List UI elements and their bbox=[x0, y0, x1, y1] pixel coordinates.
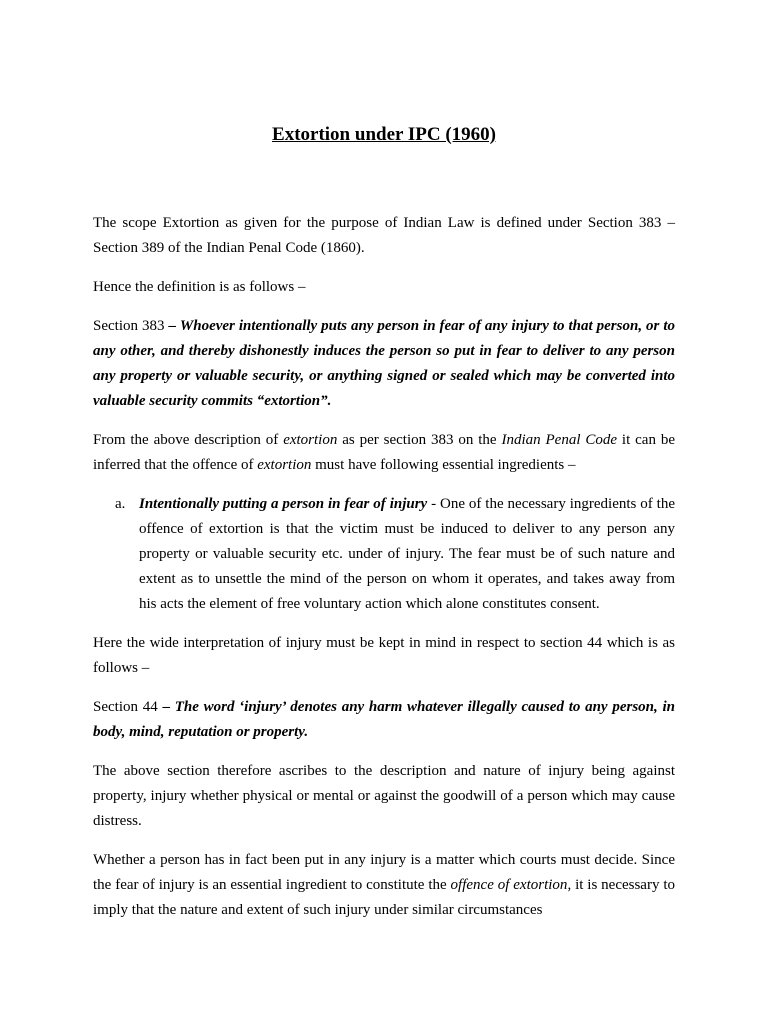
section-44-paragraph bbox=[93, 695, 675, 745]
courts-term-offence: offence of extortion bbox=[450, 877, 568, 893]
section-383-label: Section 383 bbox=[93, 318, 169, 334]
document-title: Extortion under IPC (1960) bbox=[272, 124, 496, 145]
section-44-intro-paragraph: Here the wide interpretation of injury must be kept in mind in respect to section 44 which is as follows – bbox=[93, 635, 675, 676]
ingredients-text-3: it can be inferred that the offence of bbox=[93, 432, 675, 473]
injury-scope-paragraph: The above section therefore ascribes to the description and nature of injury being against property, injury whether physical or mental or against the goodwill of a person which may cause distress. bbox=[93, 763, 675, 829]
ingredients-text-1: From the above description of bbox=[93, 432, 284, 448]
ingredients-term-extortion: extortion bbox=[283, 432, 338, 448]
courts-text-1: Whether a person has in fact been put in any injury is a matter which courts must decide. Since the fear of injury is an essential ingredient to constitute the bbox=[93, 852, 675, 893]
ingredients-term-extortion-2: extortion bbox=[257, 457, 312, 473]
list-item-text: - One of the necessary ingredients of the offence of extortion is that the victim must be induced to deliver to any person any property or valuable security etc. under of injury. The fear must be of such nature and extent as to unsettle the mind of the person on whom it operates, and takes away from his acts the element of free voluntary action which alone constitutes consent. bbox=[139, 496, 676, 612]
section-44-label: Section 44 bbox=[93, 699, 163, 715]
ingredients-paragraph bbox=[93, 428, 675, 478]
ingredients-term-ipc: Indian Penal Code bbox=[501, 432, 618, 448]
section-44-text: The word ‘injury’ denotes any harm whatever illegally caused to any person, in body, mind, reputation or property. bbox=[93, 699, 675, 740]
definition-lead-paragraph: Hence the definition is as follows – bbox=[93, 279, 306, 295]
courts-text-2: , it is necessary to imply that the nature and extent of such injury under similar circumstances bbox=[93, 877, 675, 918]
list-item bbox=[93, 492, 675, 617]
section-383-paragraph bbox=[93, 314, 675, 414]
section-383-text: Whoever intentionally puts any person in fear of any injury to that person, or to any other, and thereby dishonestly induces the person so put in fear to deliver to any person any property or valuable security, or anything signed or sealed which may be converted into valuable security commits “extortion”. bbox=[93, 318, 675, 409]
list-marker: a. bbox=[115, 496, 126, 512]
ingredients-text-2: as per section 383 on the bbox=[337, 432, 502, 448]
list-item-heading: Intentionally putting a person in fear of injury bbox=[139, 496, 428, 512]
section-383-dash: – bbox=[168, 318, 180, 334]
document-body bbox=[93, 211, 675, 937]
intro-paragraph: The scope Extortion as given for the purpose of Indian Law is defined under Section 383 – Section 389 of the Indian Penal Code (1860). bbox=[93, 215, 675, 256]
ingredients-text-4: must have following essential ingredients – bbox=[311, 457, 576, 473]
courts-paragraph bbox=[93, 848, 675, 923]
section-44-dash: – bbox=[162, 699, 175, 715]
